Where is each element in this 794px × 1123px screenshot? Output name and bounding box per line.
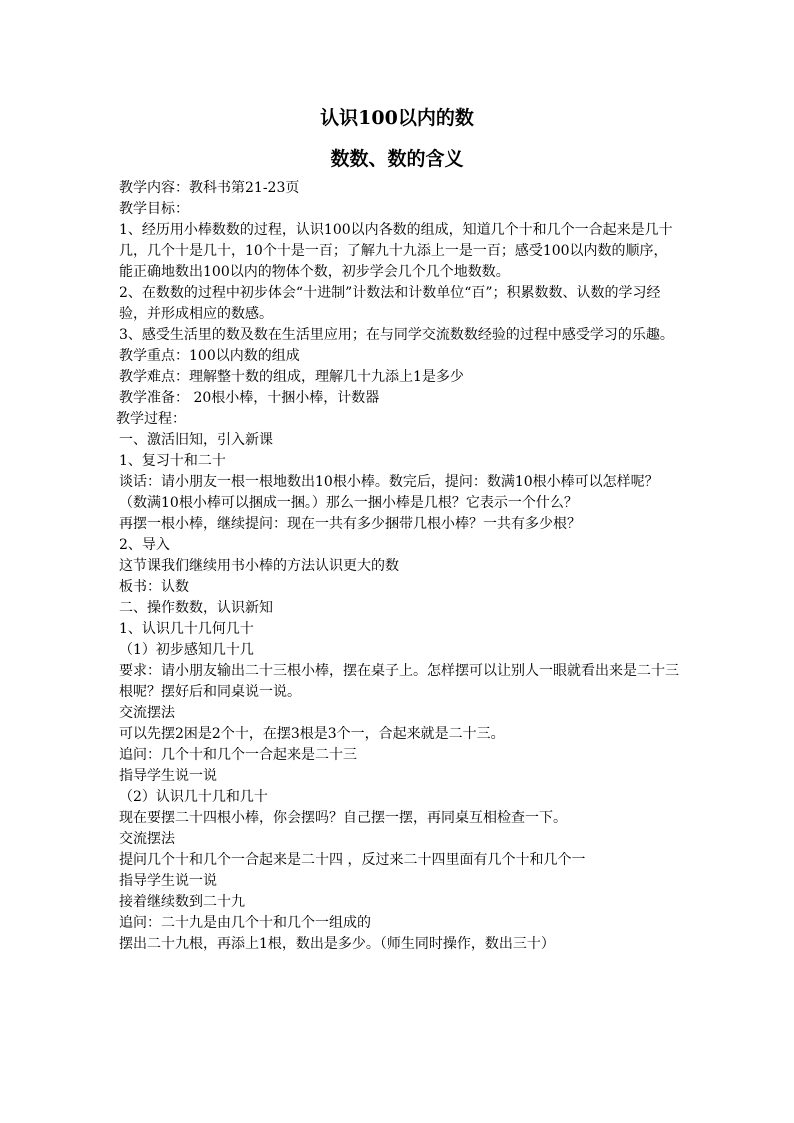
goal-3-paragraph: 3、感受生活里的数及数在生活里应用；在与同学交流数数经验的过程中感受学习的乐趣。 [119,327,674,343]
document-body [116,178,681,955]
guide-students-2: 指导学生说一说 [119,873,217,889]
follow-up-1: 追问：几个十和几个一合起来是二十三 [119,747,357,763]
follow-up-question: 再摆一根小棒，继续提问：现在一共有多少捆带几根小棒？一共有多少根？ [119,516,581,532]
document-title: 认识100以内的数 [320,107,474,129]
subsection-1-heading: 1、复习十和二十 [119,453,226,469]
step-2-heading: （2）认识几十几和几十 [119,789,268,805]
follow-up-29: 追问：二十九是由几个十和几个一组成的 [119,915,371,931]
teaching-content: 教学内容：教科书第21-23页 [119,180,300,196]
requirement-paragraph: 要求：请小朋友输出二十三根小棒，摆在桌子上。怎样摆可以让别人一眼就看出来是二十三根呢？摆好后和同桌说一说。 [119,663,679,700]
section-2-heading: 二、操作数数，认识新知 [119,600,273,616]
teaching-preparation: 教学准备： 20根小棒，十捆小棒，计数器 [119,390,380,406]
goal-1-paragraph: 1、经历用小棒数数的过程，认识100以内各数的组成，知道几个十和几个一合起来是几十几，几个十是几十，10个十是一百；了解九十九添上一是一百；感受100以内数的顺序，能正确地数出100以内的物体个数，初步学会几个几个地数数。 [119,222,673,280]
document-subtitle: 数数、数的含义 [330,148,464,170]
blackboard-line: 板书：认数 [119,579,189,595]
goal-2-paragraph: 2、在数数的过程中初步体会“十进制”计数法和计数单位“百”；积累数数、认数的学习经验，并形成相应的数感。 [119,285,661,322]
exchange-method-2: 交流摆法 [119,831,175,847]
section-1-heading: 一、激活旧知，引入新课 [119,432,273,448]
method-explanation: 可以先摆2困是2个十，在摆3根是3个一，合起来就是二十三。 [119,726,505,742]
subsection-heading: 1、认识几十几何几十 [119,621,254,637]
teaching-goals-heading: 教学目标： [119,201,189,217]
teaching-difficulty: 教学难点：理解整十数的组成，理解几十九添上1是多少 [119,369,464,385]
count-to-29-line: 接着继续数到二十九 [119,894,245,910]
teaching-focus: 教学重点：100以内数的组成 [119,348,300,364]
intro-line: 这节课我们继续用书小棒的方法认识更大的数 [119,558,399,574]
subsection-2-heading: 2、导入 [119,537,170,553]
dialogue-paragraph: 谈话：请小朋友一根一根地数出10根小棒。数完后，提问：数满10根小棒可以怎样呢？（数满10根小棒可以捆成一捆。）那么一捆小棒是几根？它表示一个什么？ [119,474,659,511]
teaching-process-heading: 教学过程： [116,411,186,427]
question-24-line: 提问几个十和几个一合起来是二十四 ，反过来二十四里面有几个十和几个一 [119,852,586,868]
step-1-heading: （1）初步感知几十几 [119,642,254,658]
count-to-30-line: 摆出二十九根，再添上1根，数出是多少。（师生同时操作，数出三十） [119,936,555,952]
guide-students-1: 指导学生说一说 [119,768,217,784]
exchange-method-1: 交流摆法 [119,705,175,721]
task-24-line: 现在要摆二十四根小棒，你会摆吗？自己摆一摆，再同桌互相检查一下。 [119,810,567,826]
